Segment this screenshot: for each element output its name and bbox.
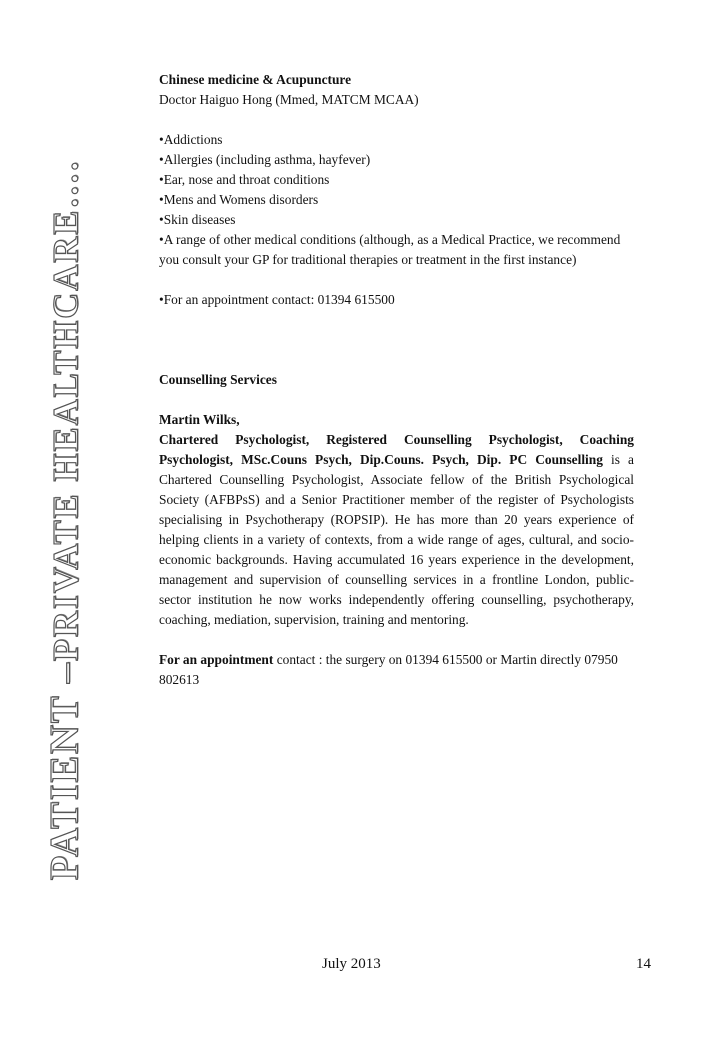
chinese-medicine-practitioner: Doctor Haiguo Hong (Mmed, MATCM MCAA) (159, 92, 419, 107)
counsellor-qualifications: Chartered Psychologist, Registered Counselling Psychologist, Coaching Psychologist, MSc.Couns Psych, Dip.Couns. Psych, Dip. PC Counselling (159, 432, 634, 467)
main-content (159, 70, 634, 690)
footer-date: July 2013 (322, 956, 381, 972)
side-title (41, 160, 88, 881)
appointment-list (159, 290, 634, 310)
counselling-appointment (159, 650, 634, 690)
chinese-medicine-appointment: • For an appointment contact: 01394 615500 (159, 290, 634, 310)
appointment-label: For an appointment (159, 652, 274, 667)
side-title-part-a: PATIENT – (41, 661, 87, 881)
list-item: • Skin diseases (159, 210, 634, 230)
chinese-medicine-heading: Chinese medicine & Acupuncture (159, 72, 352, 87)
list-item: • Ear, nose and throat conditions (159, 170, 634, 190)
side-title-part-b: PRIVATE HEALTHCARE…. (45, 159, 86, 662)
counselling-section (159, 370, 634, 690)
list-item: • A range of other medical conditions (although, as a Medical Practice, we recommend you consult your GP for traditional therapies or treatment in the first instance) (159, 230, 634, 270)
chinese-medicine-section (159, 70, 634, 310)
list-item: • Addictions (159, 130, 634, 150)
list-item: • Allergies (including asthma, hayfever) (159, 150, 634, 170)
counsellor-name: Martin Wilks, (159, 412, 240, 427)
counsellor-bio: is a Chartered Counselling Psychologist, Associate fellow of the British Psychological Society (AFBPsS) and a Senior Practitioner member of the register of Psychologists specialising in Psychotherapy (ROPSIP). He has more than 20 years experience of helping clients in a variety of contexts, from a wide range of ages, cultural, and socio-economic backgrounds. Having accumulated 16 years experience in the development, management and supervision of counselling services in a frontline London, public-sector institution he now works independently offering counselling, psychotherapy, coaching, mediation, supervision, training and mentoring. (159, 452, 634, 627)
list-item: • Mens and Womens disorders (159, 190, 634, 210)
appointment-text: contact : the surgery on 01394 615500 or Martin directly 07950 802613 (159, 652, 618, 687)
page-number: 14 (636, 956, 651, 972)
counsellor-description (159, 430, 634, 630)
conditions-list (159, 130, 634, 270)
counselling-heading: Counselling Services (159, 372, 277, 387)
